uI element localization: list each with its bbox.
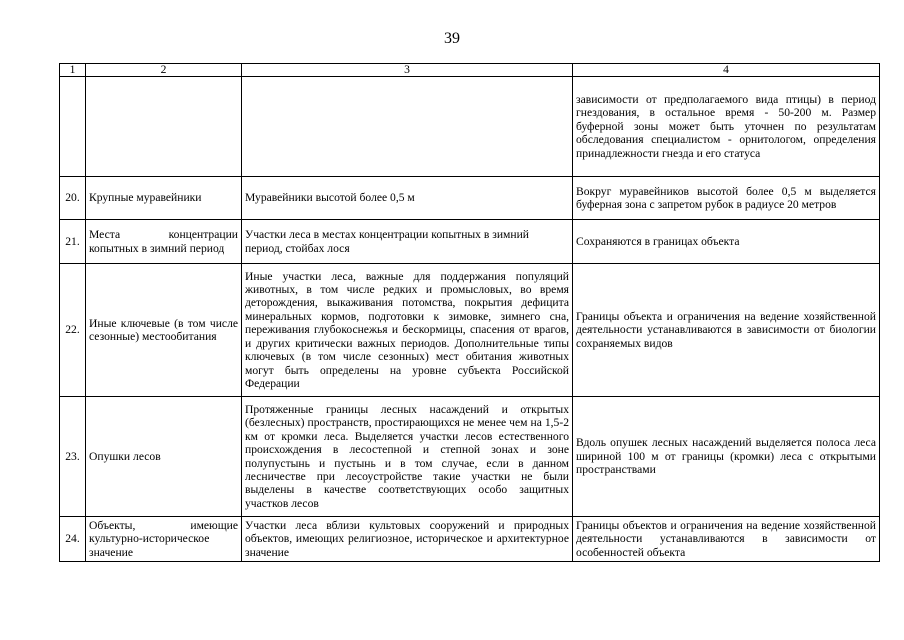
protection-measures: Границы объектов и ограничения на ведение хозяйственной деятельности устанавливаются в зависимости от особенностей объекта (573, 517, 880, 562)
protection-measures: Вдоль опушек лесных насаждений выделяется полоса леса шириной 100 м от границы (кромки) леса с открытыми пространствами (573, 397, 880, 517)
protection-measures: Вокруг муравейников высотой более 0,5 м выделяется буферная зона с запретом рубок в радиусе 20 метров (573, 177, 880, 220)
header-cell: 1 (60, 64, 86, 77)
table-row (60, 264, 880, 397)
row-number (60, 77, 86, 177)
object-name (86, 77, 242, 177)
table-row (60, 77, 880, 177)
object-description: Муравейники высотой более 0,5 м (242, 177, 573, 220)
object-name: Опушки лесов (86, 397, 242, 517)
header-cell: 4 (573, 64, 880, 77)
object-name: Места концентрации копытных в зимний период (86, 220, 242, 264)
object-description: Участки леса вблизи культовых сооружений и природных объектов, имеющих религиозное, историческое и архитектурное значение (242, 517, 573, 562)
object-description: Участки леса в местах концентрации копытных в зимний период, стойбах лося (242, 220, 573, 264)
header-row (60, 64, 880, 77)
table-row (60, 220, 880, 264)
object-name: Объекты, имеющие культурно-историческое значение (86, 517, 242, 562)
row-number: 24. (60, 517, 86, 562)
page-number: 39 (444, 30, 460, 47)
object-name: Иные ключевые (в том числе сезонные) местообитания (86, 264, 242, 397)
row-number: 20. (60, 177, 86, 220)
object-description: Протяженные границы лесных насаждений и открытых (безлесных) пространств, простирающихся не менее чем на 1,5-2 км от кромки леса. Выделяется участки лесов естественного происхождения в лесостепной и степной зонах и зоне полупустынь и пустынь и в том случае, если в данном лесничестве при лесоустройстве такие участки не были выделены в качестве соответствующих особо защитных участков лесов (242, 397, 573, 517)
row-number: 22. (60, 264, 86, 397)
header-cell: 2 (86, 64, 242, 77)
habitat-table (59, 63, 880, 562)
table-row (60, 517, 880, 562)
protection-measures: зависимости от предполагаемого вида птицы) в период гнездования, в остальное время - 50-200 м. Размер буферной зоны может быть уточнен по результатам обследования специалистом - орнитологом, определения принадлежности гнезда и его статуса (573, 77, 880, 177)
object-description (242, 77, 573, 177)
row-number: 21. (60, 220, 86, 264)
object-description: Иные участки леса, важные для поддержания популяций животных, в том числе редких и промысловых, во время деторождения, выкаживания потомства, покрытия дефицита минеральных кормов, подготовки к зимовке, зимнего сна, переживания глубокоснежья и бескормицы, спасения от врагов, и других критически важных периодов. Дополнительные типы ключевых (в том числе сезонных) мест обитания животных могут быть определены на уровне субъекта Российской Федерации (242, 264, 573, 397)
table-row (60, 397, 880, 517)
protection-measures: Границы объекта и ограничения на ведение хозяйственной деятельности устанавливаются в зависимости от биологии сохраняемых видов (573, 264, 880, 397)
row-number: 23. (60, 397, 86, 517)
header-cell: 3 (242, 64, 573, 77)
table-row (60, 177, 880, 220)
object-name: Крупные муравейники (86, 177, 242, 220)
protection-measures: Сохраняются в границах объекта (573, 220, 880, 264)
